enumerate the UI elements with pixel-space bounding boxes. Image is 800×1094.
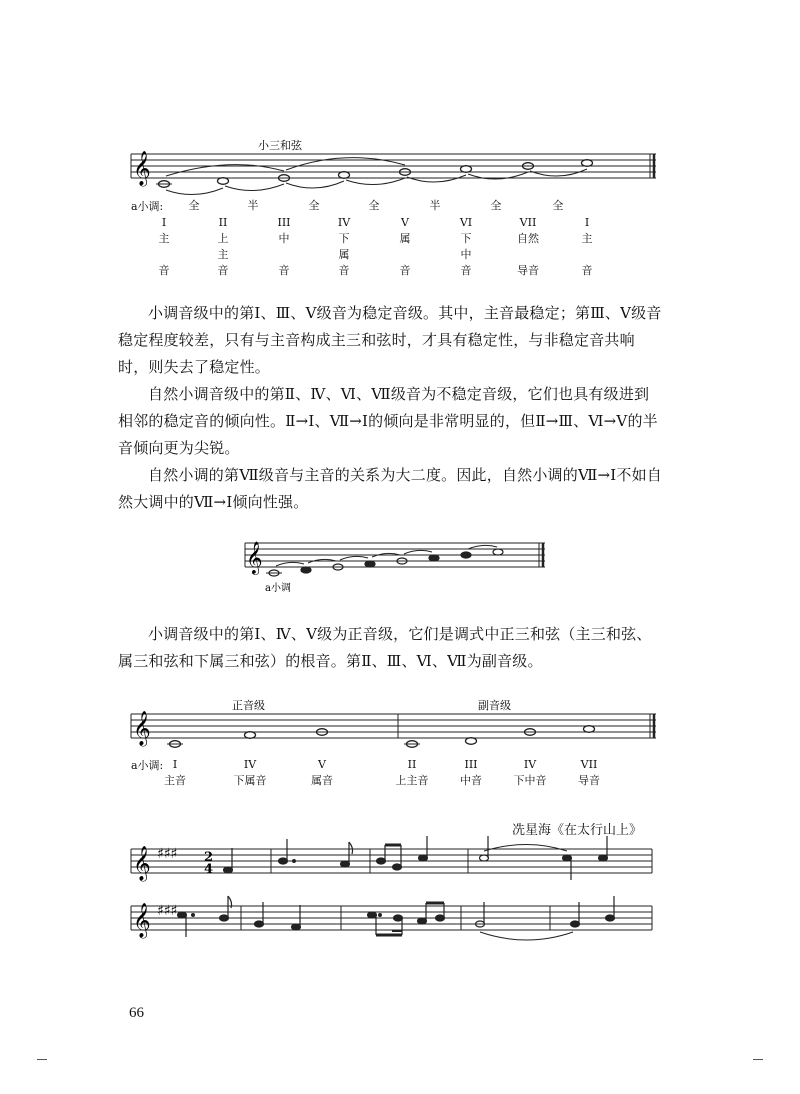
step: 半 xyxy=(247,199,259,212)
tie xyxy=(480,932,573,940)
step: 全 xyxy=(188,199,200,212)
treble-clef-icon: 𝄞 xyxy=(133,151,151,186)
time-signature-bottom: 4 xyxy=(204,862,214,877)
paragraph-leading-tone: 自然小调的第Ⅶ级音与主音的关系为大二度。因此，自然小调的Ⅶ→Ⅰ不如自然大调中的Ⅶ→Ⅰ倾向性强。 xyxy=(118,466,663,511)
paragraph-stable-degrees: 小调音级中的第Ⅰ、Ⅲ、Ⅴ级音为稳定音级。其中，主音最稳定；第Ⅲ、Ⅴ级音稳定程度较差，只有与主音构成主三和弦时，才具有稳定性，与非稳定音共响时，则失去了稳定性。 xyxy=(118,304,662,376)
degree-column: V 属 音 xyxy=(399,216,411,277)
step: 半 xyxy=(429,199,441,212)
key-signature-sharps: ♯♯♯ xyxy=(157,846,178,862)
time-signature-top: 2 xyxy=(204,850,214,865)
secondary-degrees-label: 副音级 xyxy=(478,699,511,712)
degree-column: III 中 音 xyxy=(277,216,291,277)
excerpt-attribution: 冼星海《在太行山上》 xyxy=(512,823,643,838)
degree-column: IV 下属音 xyxy=(233,758,267,787)
scale-3-key-label: a小调: xyxy=(131,759,164,772)
degree-column: II 上主音 xyxy=(395,758,429,787)
scale-2-label: a小调 xyxy=(265,583,291,594)
degree-column: II 上 主 音 xyxy=(217,216,229,277)
crop-mark xyxy=(753,1059,763,1060)
step: 全 xyxy=(490,199,502,212)
degree-column: III 中音 xyxy=(460,758,482,787)
scale-1-label: 小三和弦 xyxy=(258,139,302,152)
degree-column: VI 下 中 音 xyxy=(459,216,473,277)
tie xyxy=(484,845,567,852)
scale-1-key-label: a小调: xyxy=(131,200,164,213)
paragraph-primary-degrees: 小调音级中的第Ⅰ、Ⅳ、Ⅴ级为正音级，它们是调式中正三和弦（主三和弦、属三和弦和下属三和弦）的根音。第Ⅱ、Ⅲ、Ⅵ、Ⅶ为副音级。 xyxy=(118,625,652,670)
degree-column: I 主 音 xyxy=(158,216,170,277)
degree-column: I 主 音 xyxy=(581,216,593,277)
degree-column: VII 自然 导音 xyxy=(517,216,539,277)
step: 全 xyxy=(308,199,320,212)
excerpt-notes-system-2 xyxy=(178,896,615,937)
degree-column: I 主音 xyxy=(164,758,186,787)
step: 全 xyxy=(368,199,380,212)
degree-column: VII 导音 xyxy=(578,758,600,787)
degree-column: V 属音 xyxy=(311,758,333,787)
degree-column: IV 下中音 xyxy=(513,758,547,787)
treble-clef-icon: 𝄞 xyxy=(133,903,151,938)
treble-clef-icon: 𝄞 xyxy=(246,541,263,574)
page-number: 66 xyxy=(129,1005,144,1021)
step: 全 xyxy=(552,199,564,212)
crop-mark xyxy=(37,1059,47,1060)
degree-column: IV 下 属 音 xyxy=(337,216,351,277)
treble-clef-icon: 𝄞 xyxy=(133,711,151,746)
treble-clef-icon: 𝄞 xyxy=(133,846,151,881)
paragraph-unstable-degrees: 自然小调音级中的第Ⅱ、Ⅳ、Ⅵ、Ⅶ级音为不稳定音级，它们也具有级进到相邻的稳定音的倾向性。Ⅱ→Ⅰ、Ⅶ→Ⅰ的倾向是非常明显的，但Ⅱ→Ⅲ、Ⅵ→Ⅴ的半音倾向更为尖锐。 xyxy=(118,385,658,457)
key-signature-sharps: ♯♯♯ xyxy=(157,903,178,919)
primary-degrees-label: 正音级 xyxy=(232,699,265,712)
